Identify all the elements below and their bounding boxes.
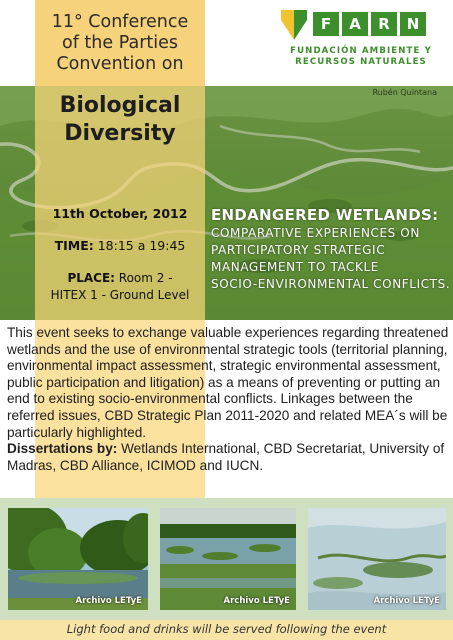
logo-letter-a: A (342, 12, 368, 36)
photo-forest-river (8, 508, 148, 610)
place-value-1: Room 2 - (114, 271, 173, 285)
footer-text: Light food and drinks will be served following the event (66, 622, 387, 636)
headline-title: ENDANGERED WETLANDS: (211, 206, 439, 224)
photo-caption-3: Archivo LETyE (373, 596, 440, 606)
logo-mark-icon (281, 10, 307, 40)
headline-line-4: SOCIO-ENVIRONMENTAL CONFLICTS. (211, 277, 451, 291)
logo-letters (313, 12, 426, 36)
place-line-1 (35, 270, 205, 287)
conference-line-3: Convention on (56, 54, 184, 74)
logo-subtitle (281, 46, 441, 68)
photo-strip (0, 498, 453, 620)
time-label: TIME: (54, 238, 94, 253)
description-text: This event seeks to exchange valuable experiences regarding threatened wetlands and the use of environmental strategic tools (territorial planning, environmental impact assessment, strategic environmental assessment, public participation and litigation) as a means of preventing or putting an end to existing socio-environmental conflicts. Linkages between the referred issues, CBD Strategic Plan 2011-2020 and related MEA´s will be particularly highlighted. (7, 325, 449, 440)
place-label: PLACE: (67, 271, 115, 285)
logo-letter-f: F (313, 12, 339, 36)
place-value-2: HITEX 1 - Ground Level (50, 288, 190, 302)
photo-marsh (160, 508, 296, 610)
bio-title-line-1: Biological (59, 93, 181, 118)
headline (211, 206, 451, 293)
logo-letter-n: N (400, 12, 426, 36)
dissertations-label: Dissertations by: (7, 441, 118, 457)
event-date: 11th October, 2012 (52, 206, 188, 221)
headline-line-1: COMPARATIVE EXPERIENCES ON (211, 226, 420, 240)
conference-line-2: of the Parties (61, 33, 178, 53)
conference-line-1: 11° Conference (51, 12, 189, 32)
biological-diversity-title (35, 92, 205, 148)
headline-line-3: MANAGEMENT TO TACKLE (211, 260, 379, 274)
event-place (35, 270, 205, 304)
logo-letter-r: R (371, 12, 397, 36)
logo-subtitle-line-2: RECURSOS NATURALES (295, 57, 427, 67)
conference-title (35, 12, 205, 75)
event-description (7, 325, 449, 474)
photo-credit: Rubén Quintana (372, 88, 437, 97)
headline-line-2: PARTICIPATORY STRATEGIC (211, 243, 386, 257)
time-value: 18:15 a 19:45 (93, 238, 186, 253)
dissertations-text: Wetlands International, CBD Secretariat, University of Madras, CBD Alliance, ICIMOD and IUCN. (7, 441, 445, 473)
photo-aerial-wetland (308, 508, 446, 610)
photo-caption-1: Archivo LETyE (75, 596, 142, 606)
logo-subtitle-line-1: FUNDACIÓN AMBIENTE Y (290, 46, 432, 56)
bio-title-line-2: Diversity (64, 121, 176, 146)
event-time (35, 238, 205, 253)
farn-logo (281, 8, 441, 78)
dissertations (7, 441, 449, 474)
photo-caption-2: Archivo LETyE (223, 596, 290, 606)
